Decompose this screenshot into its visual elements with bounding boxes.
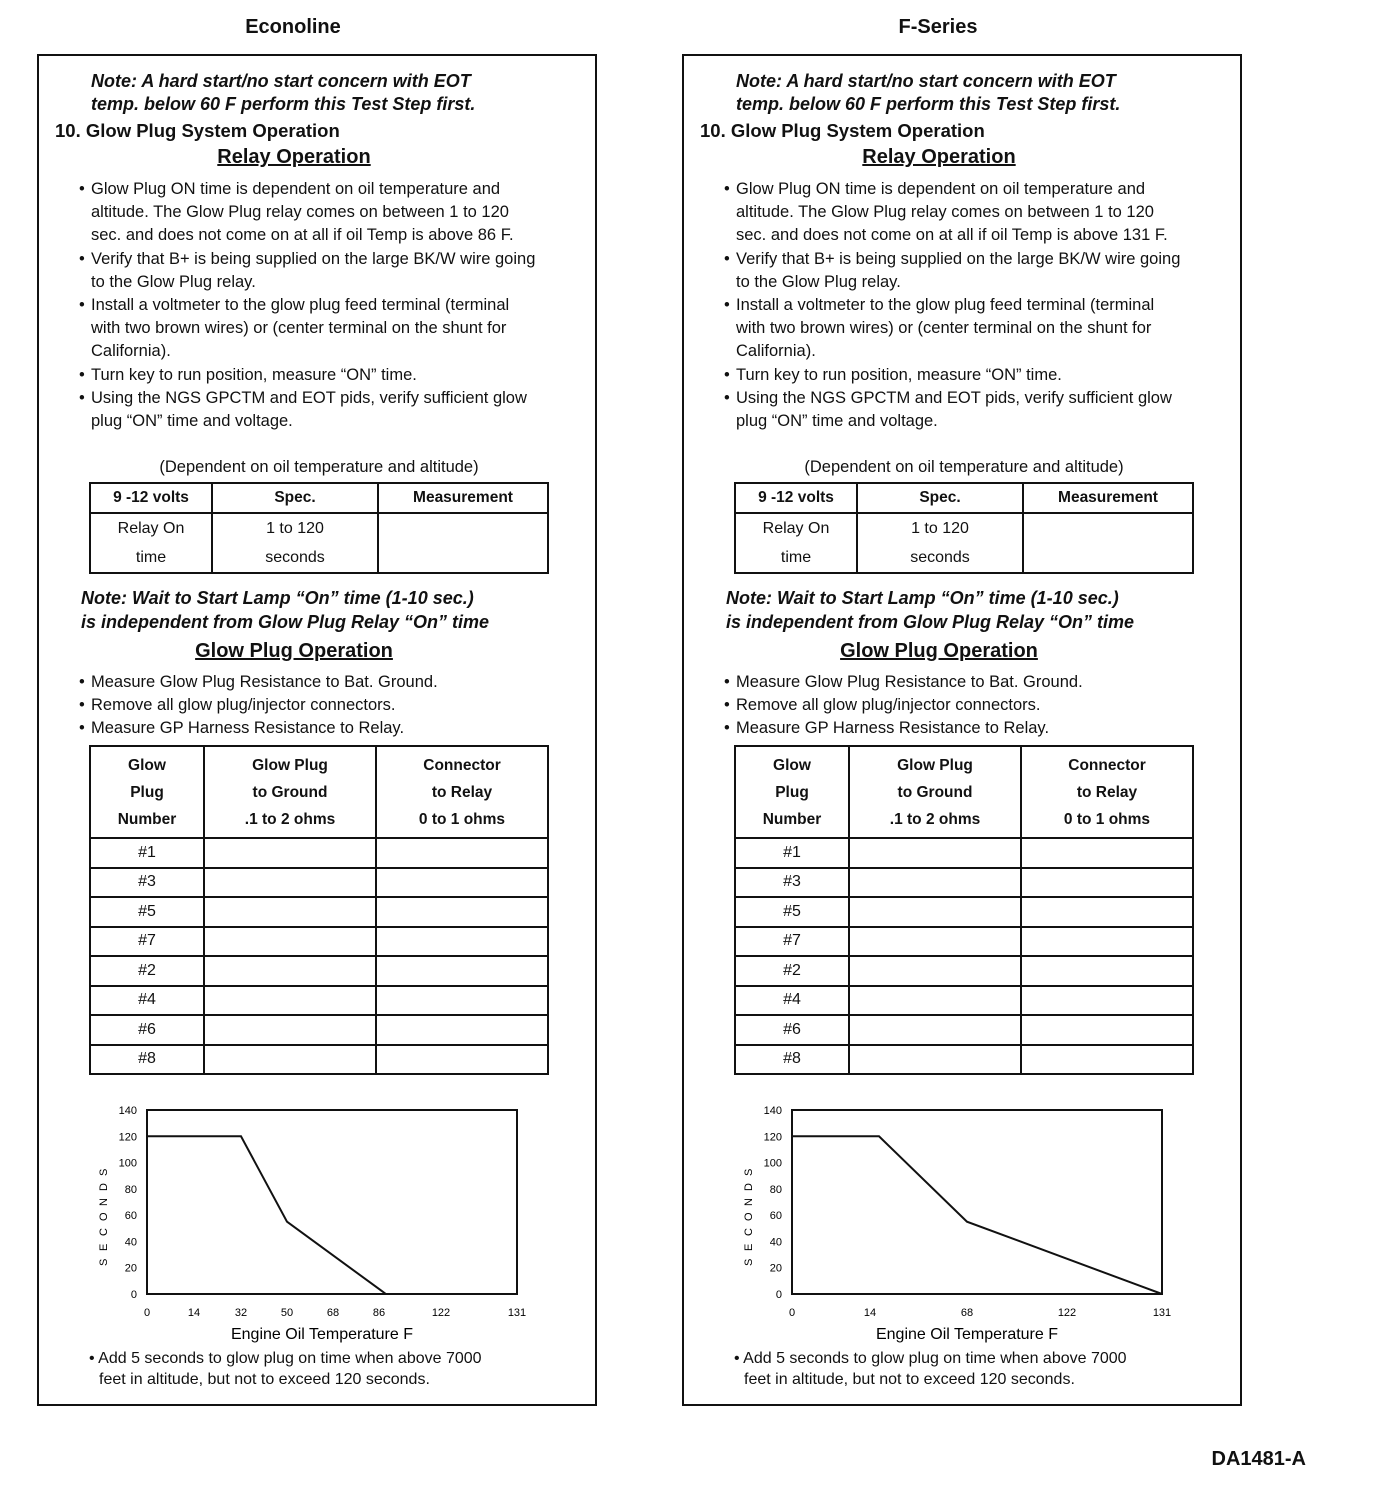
y-tick-label: 120 [763, 1131, 782, 1144]
relay-table-header: 9 -12 volts [735, 483, 857, 513]
x-tick-label: 68 [326, 1307, 340, 1319]
x-tick-label: 0 [143, 1307, 151, 1319]
relay-cell[interactable] [1021, 868, 1193, 898]
relay-row-label-line: time [780, 549, 812, 566]
lamp-note-line: Note: Wait to Start Lamp “On” time (1-10 sec.) [726, 588, 1119, 608]
y-axis-label-letter: D [98, 1183, 110, 1191]
y-tick-label: 20 [769, 1262, 782, 1275]
y-axis-label-letter: N [98, 1198, 110, 1206]
note-line-1: Note: A hard start/no start concern with EOT [91, 71, 471, 91]
y-axis-label-letter: E [743, 1243, 755, 1251]
header-line: .1 to 2 ohms [244, 810, 336, 828]
relay-row-label-line: time [135, 549, 167, 566]
plug-number: #4 [735, 986, 849, 1016]
table-row [90, 897, 548, 927]
footnote-text: Add 5 seconds to glow plug on time when above 7000 [98, 1350, 482, 1367]
list-item: • Using the NGS GPCTM and EOT pids, verify sufficient glow plug “ON” time and voltage. [722, 387, 1182, 433]
glow-bullets [722, 671, 1192, 741]
relay-cell[interactable] [376, 838, 548, 868]
relay-cell[interactable] [1021, 1045, 1193, 1075]
plug-number: #5 [90, 897, 204, 927]
relay-bullets [722, 178, 1182, 433]
table-row [90, 956, 548, 986]
lamp-note [726, 586, 1134, 634]
table-row [735, 868, 1193, 898]
header-line: Glow Plug [252, 756, 328, 774]
plug-number: #1 [735, 838, 849, 868]
document-id: DA1481-A [1211, 1448, 1306, 1470]
relay-spec-line: 1 to 120 [266, 520, 324, 537]
resistance-header [735, 746, 849, 838]
table-row [90, 868, 548, 898]
x-tick-label: 50 [280, 1307, 294, 1319]
y-axis-label-letter: S [743, 1168, 755, 1176]
glow-plug-operation-header: Glow Plug Operation [195, 640, 393, 662]
resistance-header [376, 746, 548, 838]
y-tick-label: 40 [769, 1236, 782, 1249]
relay-cell[interactable] [376, 1015, 548, 1045]
plug-number: #2 [90, 956, 204, 986]
relay-cell[interactable] [1021, 927, 1193, 957]
relay-cell[interactable] [376, 1045, 548, 1075]
table-row [90, 986, 548, 1016]
header-line: to Relay [1076, 783, 1138, 801]
ground-cell[interactable] [204, 927, 376, 957]
resistance-table [89, 745, 549, 1075]
list-item: • Glow Plug ON time is dependent on oil temperature and altitude. The Glow Plug relay comes on between 1 to 120 sec. and does not come on at all if oil Temp is above 131 F. [722, 178, 1182, 248]
plug-number: #7 [90, 927, 204, 957]
header-line: to Ground [252, 783, 328, 801]
step-title: 10. Glow Plug System Operation [55, 120, 340, 141]
relay-spec-line: 1 to 120 [911, 520, 969, 537]
x-axis-label: Engine Oil Temperature F [230, 1326, 414, 1343]
note-eot [91, 70, 475, 116]
note-line-2: temp. below 60 F perform this Test Step first. [91, 94, 476, 114]
header-line: to Relay [431, 783, 493, 801]
plug-number: #8 [735, 1045, 849, 1075]
relay-cell[interactable] [1021, 897, 1193, 927]
footnote-line-1: • Add 5 seconds to glow plug on time when above 7000 [89, 1350, 482, 1367]
y-axis-label-letter: E [98, 1243, 110, 1251]
y-tick-label: 60 [124, 1210, 137, 1223]
table-row [90, 1015, 548, 1045]
plug-number: #7 [735, 927, 849, 957]
table-row [90, 1045, 548, 1075]
relay-cell[interactable] [376, 956, 548, 986]
y-tick-label: 0 [775, 1289, 782, 1301]
list-item: • Glow Plug ON time is dependent on oil temperature and altitude. The Glow Plug relay comes on between 1 to 120 sec. and does not come on at all if oil Temp is above 86 F. [77, 178, 537, 248]
list-item: • Measure Glow Plug Resistance to Bat. Ground. [77, 671, 547, 694]
x-tick-label: 32 [234, 1307, 248, 1319]
y-axis-label-letter: D [743, 1183, 755, 1191]
lamp-note [81, 586, 489, 634]
ground-cell[interactable] [849, 1015, 1021, 1045]
header-line: Plug [775, 783, 809, 801]
plug-number: #8 [90, 1045, 204, 1075]
econoline-chart [89, 1096, 549, 1346]
relay-cell[interactable] [1021, 956, 1193, 986]
relay-row-label [735, 513, 857, 573]
relay-table-header: Measurement [1023, 483, 1193, 513]
table-row [735, 956, 1193, 986]
y-axis-label-letter: O [743, 1212, 755, 1221]
y-axis-label-letter: S [98, 1258, 110, 1266]
relay-spec [212, 513, 378, 573]
note-line-1: Note: A hard start/no start concern with EOT [736, 71, 1116, 91]
glow-bullets [77, 671, 547, 741]
x-tick-label: 131 [1152, 1307, 1172, 1319]
lamp-note-line: is independent from Glow Plug Relay “On” time [81, 612, 490, 632]
y-tick-label: 140 [763, 1105, 782, 1117]
x-tick-label: 68 [960, 1307, 974, 1319]
x-tick-label: 14 [863, 1307, 877, 1319]
list-item: • Turn key to run position, measure “ON” time. [722, 364, 1182, 387]
y-tick-label: 80 [769, 1183, 782, 1196]
relay-table-header: Measurement [378, 483, 548, 513]
y-tick-label: 80 [124, 1183, 137, 1196]
table-row [90, 927, 548, 957]
plug-number: #3 [90, 868, 204, 898]
header-line: Plug [130, 783, 164, 801]
plug-number: #2 [735, 956, 849, 986]
resistance-header [90, 746, 204, 838]
table-row [735, 897, 1193, 927]
series-line [147, 1136, 386, 1294]
relay-table [734, 482, 1194, 574]
y-tick-label: 120 [118, 1131, 137, 1144]
footnote-line-1: • Add 5 seconds to glow plug on time when above 7000 [734, 1350, 1127, 1367]
table-row [735, 1045, 1193, 1075]
x-tick-label: 86 [372, 1307, 386, 1319]
list-item: • Measure GP Harness Resistance to Relay. [722, 717, 1192, 740]
relay-cell[interactable] [1021, 986, 1193, 1016]
x-tick-label: 122 [431, 1307, 451, 1319]
econoline-panel [37, 54, 597, 1406]
header-line: Connector [423, 756, 501, 774]
fseries-panel [682, 54, 1242, 1406]
list-item: • Remove all glow plug/injector connectors. [77, 694, 547, 717]
header-line: 0 to 1 ohms [418, 810, 506, 828]
header-line: Connector [1068, 756, 1146, 774]
ground-cell[interactable] [204, 868, 376, 898]
plug-number: #6 [90, 1015, 204, 1045]
fseries-chart [734, 1096, 1194, 1346]
relay-row-label [90, 513, 212, 573]
y-axis-label-letter: N [743, 1198, 755, 1206]
x-tick-label: 14 [187, 1307, 201, 1319]
relay-measurement-cell[interactable] [378, 513, 548, 573]
lamp-note-line: Note: Wait to Start Lamp “On” time (1-10 sec.) [81, 588, 474, 608]
header-line: Glow [128, 756, 166, 774]
lamp-note-line: is independent from Glow Plug Relay “On” time [726, 612, 1135, 632]
list-item: • Turn key to run position, measure “ON” time. [77, 364, 537, 387]
y-axis-label-letter: O [98, 1212, 110, 1221]
list-item: • Install a voltmeter to the glow plug feed terminal (terminal with two brown wires) or (center terminal on the shunt for California). [77, 294, 537, 364]
header-line: Number [117, 810, 177, 828]
list-item: • Measure GP Harness Resistance to Relay. [77, 717, 547, 740]
table-row [735, 1015, 1193, 1045]
header-line: Glow Plug [897, 756, 973, 774]
resistance-header [849, 746, 1021, 838]
y-axis-label-letter: S [98, 1168, 110, 1176]
y-axis-label-letter: S [743, 1258, 755, 1266]
relay-spec-line: seconds [910, 549, 970, 566]
relay-row-label-line: Relay On [117, 520, 185, 537]
resistance-table [734, 745, 1194, 1075]
plug-number: #4 [90, 986, 204, 1016]
note-line-2: temp. below 60 F perform this Test Step first. [736, 94, 1121, 114]
ground-cell[interactable] [204, 897, 376, 927]
ground-cell[interactable] [204, 838, 376, 868]
ground-cell[interactable] [849, 956, 1021, 986]
y-axis-label-letter: C [743, 1228, 755, 1236]
table-row [90, 838, 548, 868]
y-tick-label: 20 [124, 1262, 137, 1275]
relay-operation-header: Relay Operation [862, 146, 1016, 168]
relay-cell[interactable] [1021, 1015, 1193, 1045]
relay-cell[interactable] [376, 897, 548, 927]
table-row [735, 838, 1193, 868]
header-line: Number [762, 810, 822, 828]
y-axis-label-letter: C [98, 1228, 110, 1236]
series-line [792, 1136, 1162, 1294]
ground-cell[interactable] [204, 1045, 376, 1075]
footnote-text: Add 5 seconds to glow plug on time when above 7000 [743, 1350, 1127, 1367]
relay-operation-header: Relay Operation [217, 146, 371, 168]
econoline-title: Econoline [245, 16, 341, 38]
relay-measurement-cell[interactable] [1023, 513, 1193, 573]
relay-cell[interactable] [376, 868, 548, 898]
table-row [735, 927, 1193, 957]
x-axis-label: Engine Oil Temperature F [875, 1326, 1059, 1343]
y-tick-label: 100 [118, 1157, 137, 1170]
y-tick-label: 140 [118, 1105, 137, 1117]
y-tick-label: 40 [124, 1236, 137, 1249]
ground-cell[interactable] [204, 986, 376, 1016]
relay-spec [857, 513, 1023, 573]
relay-table-header: Spec. [857, 483, 1023, 513]
relay-bullets [77, 178, 537, 433]
plot-frame [147, 1110, 517, 1294]
glow-plug-operation-header: Glow Plug Operation [840, 640, 1038, 662]
ground-cell[interactable] [849, 1045, 1021, 1075]
y-tick-label: 100 [763, 1157, 782, 1170]
x-tick-label: 131 [507, 1307, 527, 1319]
list-item: • Measure Glow Plug Resistance to Bat. Ground. [722, 671, 1192, 694]
altitude-footnote [734, 1348, 1127, 1390]
table-row [735, 986, 1193, 1016]
list-item: • Using the NGS GPCTM and EOT pids, verify sufficient glow plug “ON” time and voltage. [77, 387, 537, 433]
resistance-header [1021, 746, 1193, 838]
plug-number: #5 [735, 897, 849, 927]
step-title: 10. Glow Plug System Operation [700, 120, 985, 141]
relay-row-label-line: Relay On [762, 520, 830, 537]
header-line: 0 to 1 ohms [1063, 810, 1151, 828]
fseries-title: F-Series [898, 16, 978, 38]
x-tick-label: 122 [1057, 1307, 1077, 1319]
y-tick-label: 0 [130, 1289, 137, 1301]
ground-cell[interactable] [204, 956, 376, 986]
dependent-note: (Dependent on oil temperature and altitude) [804, 458, 1124, 476]
altitude-footnote [89, 1348, 482, 1390]
relay-table-header: 9 -12 volts [90, 483, 212, 513]
list-item: • Remove all glow plug/injector connectors. [722, 694, 1192, 717]
plot-frame [792, 1110, 1162, 1294]
y-tick-label: 60 [769, 1210, 782, 1223]
list-item: • Verify that B+ is being supplied on the large BK/W wire going to the Glow Plug relay. [722, 248, 1182, 294]
relay-cell[interactable] [1021, 838, 1193, 868]
ground-cell[interactable] [849, 927, 1021, 957]
list-item: • Install a voltmeter to the glow plug feed terminal (terminal with two brown wires) or (center terminal on the shunt for California). [722, 294, 1182, 364]
header-line: .1 to 2 ohms [889, 810, 981, 828]
header-line: to Ground [897, 783, 973, 801]
ground-cell[interactable] [849, 986, 1021, 1016]
relay-table [89, 482, 549, 574]
ground-cell[interactable] [204, 1015, 376, 1045]
plug-number: #6 [735, 1015, 849, 1045]
relay-cell[interactable] [376, 986, 548, 1016]
ground-cell[interactable] [849, 897, 1021, 927]
relay-cell[interactable] [376, 927, 548, 957]
footnote-line-2: feet in altitude, but not to exceed 120 seconds. [744, 1371, 1075, 1388]
plug-number: #1 [90, 838, 204, 868]
relay-table-header: Spec. [212, 483, 378, 513]
note-eot [736, 70, 1120, 116]
dependent-note: (Dependent on oil temperature and altitude) [159, 458, 479, 476]
resistance-header [204, 746, 376, 838]
relay-spec-line: seconds [265, 549, 325, 566]
footnote-line-2: feet in altitude, but not to exceed 120 seconds. [99, 1371, 430, 1388]
plug-number: #3 [735, 868, 849, 898]
list-item: • Verify that B+ is being supplied on the large BK/W wire going to the Glow Plug relay. [77, 248, 537, 294]
header-line: Glow [773, 756, 811, 774]
ground-cell[interactable] [849, 868, 1021, 898]
ground-cell[interactable] [849, 838, 1021, 868]
x-tick-label: 0 [788, 1307, 796, 1319]
